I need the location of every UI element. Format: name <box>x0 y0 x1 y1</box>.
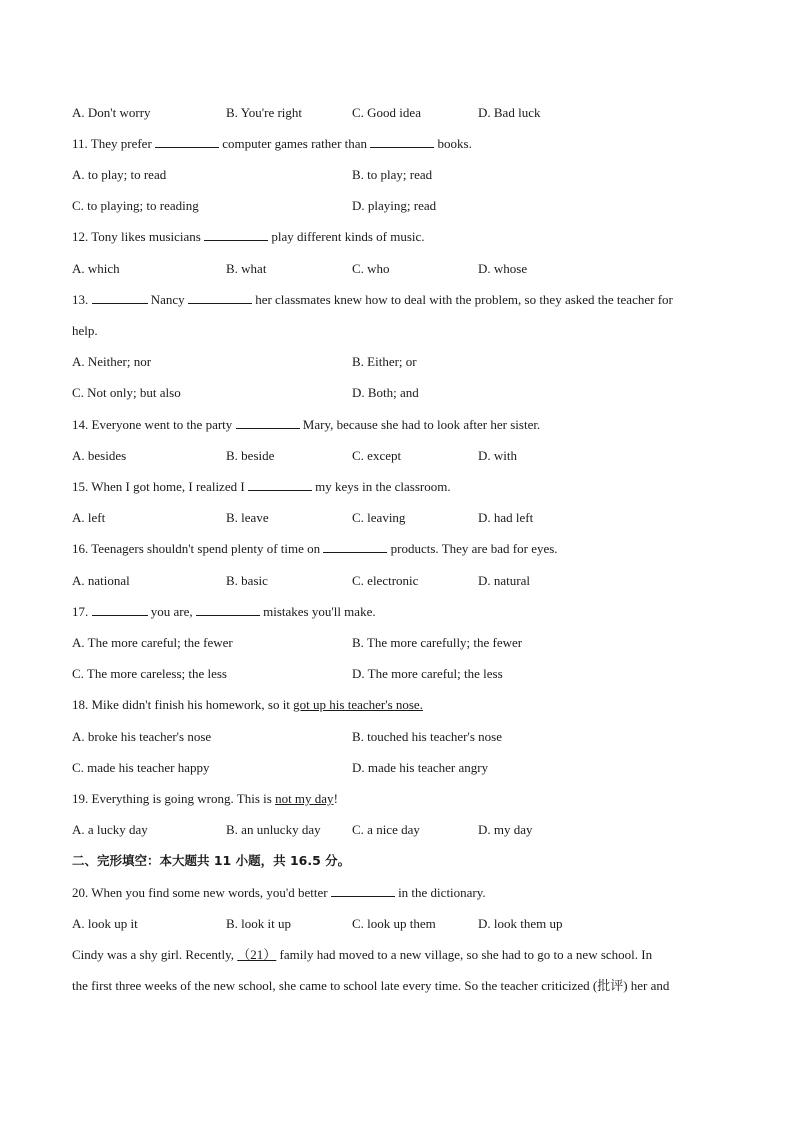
q14-option-b: B. beside <box>226 448 275 463</box>
answer-blank <box>92 603 148 616</box>
q14-option-d: D. with <box>478 448 517 463</box>
q12-stem: 12. Tony likes musicians play different kinds of music. <box>72 229 425 244</box>
q13-option-a: A. Neither; nor <box>72 354 152 369</box>
q19-option-b: B. an unlucky day <box>226 822 321 837</box>
q15-option-a: A. left <box>72 510 106 525</box>
q14-option-c: C. except <box>352 448 402 463</box>
q17-option-a: A. The more careful; the fewer <box>72 635 233 650</box>
q10-option-c: C. Good idea <box>352 105 421 120</box>
q18-option-c: C. made his teacher happy <box>72 760 210 775</box>
answer-blank <box>331 884 395 897</box>
answer-blank <box>196 603 260 616</box>
q11-stem: 11. They prefer computer games rather than books. <box>72 136 472 151</box>
q20-option-d: D. look them up <box>478 916 563 931</box>
section-heading-cloze: 二、完形填空：本大题共 11 小题，共 16.5 分。 <box>72 853 351 868</box>
passage-line-1: Cindy was a shy girl. Recently, （21） family had moved to a new village, so she had to go to a new school. In <box>72 947 653 962</box>
q11-option-c: C. to playing; to reading <box>72 198 199 213</box>
q15-stem: 15. When I got home, I realized I my keys in the classroom. <box>72 479 451 494</box>
q19-option-c: C. a nice day <box>352 822 420 837</box>
q19-option-d: D. my day <box>478 822 533 837</box>
q19-option-a: A. a lucky day <box>72 822 148 837</box>
q13-option-b: B. Either; or <box>352 354 417 369</box>
blank-21: （21） <box>237 947 277 962</box>
q15-option-c: C. leaving <box>352 510 406 525</box>
q12-option-c: C. who <box>352 261 390 276</box>
q12-option-d: D. whose <box>478 261 528 276</box>
q20-option-a: A. look up it <box>72 916 138 931</box>
q16-option-d: D. natural <box>478 573 530 588</box>
q20-stem: 20. When you find some new words, you'd better in the dictionary. <box>72 885 486 900</box>
q10-option-d: D. Bad luck <box>478 105 541 120</box>
q12-option-a: A. which <box>72 261 120 276</box>
answer-blank <box>155 135 219 148</box>
underlined-phrase: got up his teacher's nose. <box>293 697 423 712</box>
answer-blank <box>92 291 148 304</box>
q13-option-c: C. Not only; but also <box>72 385 181 400</box>
q16-option-a: A. national <box>72 573 130 588</box>
q13-stem: 13. Nancy her classmates knew how to deal with the problem, so they asked the teacher for <box>72 292 673 307</box>
answer-blank <box>323 540 387 553</box>
q17-stem: 17. you are, mistakes you'll make. <box>72 604 376 619</box>
q15-option-b: B. leave <box>226 510 269 525</box>
q11-option-a: A. to play; to read <box>72 167 167 182</box>
q20-option-c: C. look up them <box>352 916 436 931</box>
answer-blank <box>370 135 434 148</box>
q14-option-a: A. besides <box>72 448 127 463</box>
q19-stem: 19. Everything is going wrong. This is not my day! <box>72 791 338 806</box>
q16-option-c: C. electronic <box>352 573 419 588</box>
q16-option-b: B. basic <box>226 573 268 588</box>
passage-line-2: the first three weeks of the new school, she came to school late every time. So the teacher criticized (批评) her and <box>72 978 670 993</box>
answer-blank <box>188 291 252 304</box>
q17-option-c: C. The more careless; the less <box>72 666 227 681</box>
q18-option-a: A. broke his teacher's nose <box>72 729 212 744</box>
underlined-phrase: not my day <box>275 791 334 806</box>
answer-blank <box>236 416 300 429</box>
answer-blank <box>248 478 312 491</box>
q11-option-d: D. playing; read <box>352 198 437 213</box>
q16-stem: 16. Teenagers shouldn't spend plenty of time on products. They are bad for eyes. <box>72 541 558 556</box>
q18-stem: 18. Mike didn't finish his homework, so it got up his teacher's nose. <box>72 697 423 712</box>
answer-blank <box>204 228 268 241</box>
q12-option-b: B. what <box>226 261 267 276</box>
q18-option-b: B. touched his teacher's nose <box>352 729 502 744</box>
q18-option-d: D. made his teacher angry <box>352 760 489 775</box>
q10-option-a: A. Don't worry <box>72 105 151 120</box>
q17-option-d: D. The more careful; the less <box>352 666 503 681</box>
q15-option-d: D. had left <box>478 510 534 525</box>
q20-option-b: B. look it up <box>226 916 292 931</box>
q11-option-b: B. to play; read <box>352 167 433 182</box>
q10-option-b: B. You're right <box>226 105 303 120</box>
q13-stem-continued: help. <box>72 323 98 338</box>
q17-option-b: B. The more carefully; the fewer <box>352 635 523 650</box>
q14-stem: 14. Everyone went to the party Mary, because she had to look after her sister. <box>72 417 541 432</box>
q13-option-d: D. Both; and <box>352 385 419 400</box>
